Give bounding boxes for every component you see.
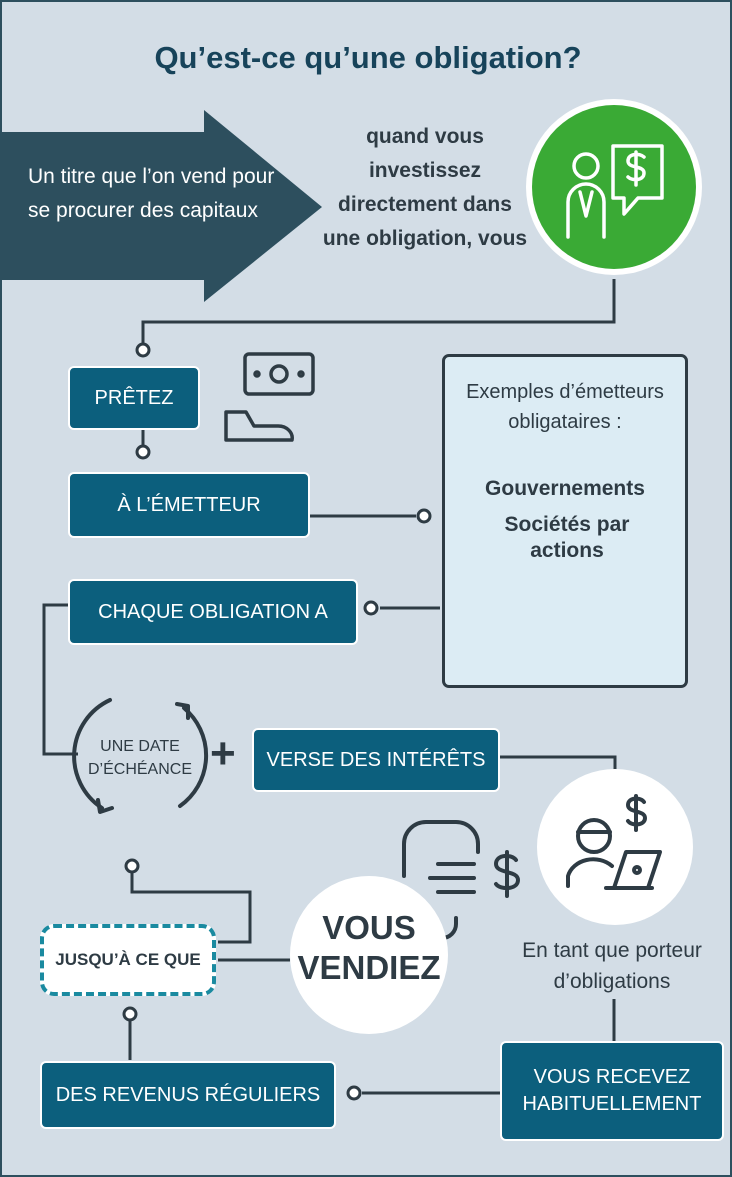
maturity-text: UNE DATE D’ÉCHÉANCE bbox=[87, 738, 192, 778]
step-each-bond-box bbox=[68, 579, 358, 645]
step-receive-label: VOUS RECEVEZ HABITUELLEMENT bbox=[522, 1066, 702, 1115]
step-lend-box bbox=[68, 366, 200, 430]
step-interest-label: VERSE DES INTÉRÊTS bbox=[266, 748, 486, 771]
step-receive-box bbox=[500, 1041, 724, 1141]
step-issuer-label: À L’ÉMETTEUR bbox=[117, 493, 261, 516]
page-title: Qu’est-ce qu’une obligation? bbox=[154, 40, 582, 75]
hand-cash-icon bbox=[226, 354, 313, 440]
step-interest-box bbox=[252, 728, 500, 792]
definition-text: Un titre que l’on vend pour se procurer des capitaux bbox=[28, 165, 275, 222]
intro-text: quand vous investissez directement dans une obligation, vous bbox=[322, 125, 528, 250]
holder-text: En tant que porteur d’obligations bbox=[522, 939, 702, 993]
sell-text: VOUS VENDIEZ bbox=[297, 909, 441, 986]
step-income-box bbox=[40, 1061, 336, 1129]
step-income-label: DES REVENUS RÉGULIERS bbox=[55, 1083, 321, 1106]
investor-money-icon bbox=[526, 99, 702, 275]
until-box bbox=[40, 924, 216, 996]
examples-label: Exemples d’émetteurs obligataires : bbox=[466, 381, 664, 433]
example-item-governments: Gouvernements bbox=[485, 477, 645, 500]
person-laptop-dollar-icon bbox=[537, 769, 693, 925]
plus-sign: + bbox=[210, 729, 236, 778]
until-label: JUSQU’À CE QUE bbox=[55, 950, 201, 969]
step-each-bond-label: CHAQUE OBLIGATION A bbox=[98, 600, 328, 623]
step-issuer-box bbox=[68, 472, 310, 538]
issuer-examples-panel bbox=[442, 354, 688, 688]
step-lend-label: PRÊTEZ bbox=[94, 386, 174, 409]
example-item-corporations: Sociétés par actions bbox=[504, 513, 630, 562]
